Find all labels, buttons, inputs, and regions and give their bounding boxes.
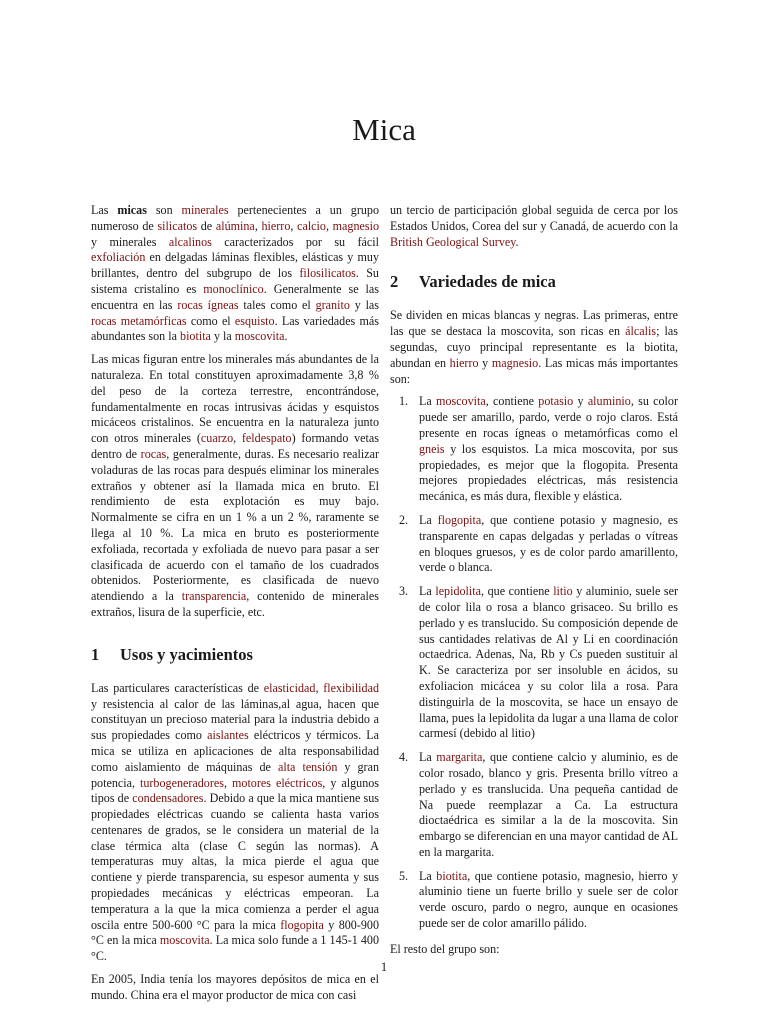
list-number: 1.	[399, 394, 409, 409]
bold-term: micas	[117, 203, 147, 217]
link-aluminio[interactable]: aluminio	[587, 394, 631, 409]
text: , y algunos tipos de	[91, 775, 379, 806]
text: Las	[91, 203, 118, 217]
text: ,	[254, 218, 262, 233]
link-magnesio-2[interactable]: magnesio	[491, 355, 539, 370]
text: eléctricos y térmicos. La mica se utiliza en aplicaciones de alta responsabilidad como aislamiento de máquinas de	[91, 728, 379, 774]
page-number: 1	[380, 960, 388, 974]
list-number: 3.	[399, 584, 409, 599]
link-alumina[interactable]: alúmina	[215, 218, 255, 233]
text: de	[197, 218, 216, 233]
link-biotita[interactable]: biotita	[180, 329, 211, 344]
text: , contenido de minerales extraños, lisura de la superficie, etc.	[91, 589, 379, 619]
section-number: 1	[91, 644, 100, 664]
text: ,	[325, 218, 333, 233]
deposits-continued-paragraph	[390, 203, 678, 250]
link-flexibilidad[interactable]: flexibilidad	[323, 680, 380, 695]
text: . La mica solo funde a 1 145-1 400 °C.	[91, 933, 379, 964]
abundance-paragraph	[91, 352, 379, 621]
list-item	[399, 584, 678, 742]
text: , generalmente, duras. Es necesario realizar voladuras de las rocas para después eliminar los minerales extraños y obtener así la llamada mica en bruto. El rendimiento de esta explotación es muy bajo. Normalmente se cifra en un 1 % a un 2 %, raramente se llega al 10 %. La mica en bruto es posteriormente exfoliada, recortada y exfoliada de nuevo para pasar a ser clasificada de acuerdo con el tamaño de los cuadrados obtenidos. Posteriormente, es clasificada de nuevo atendiendo a la	[91, 446, 379, 604]
link-potasio[interactable]: potasio	[538, 394, 574, 409]
link-litio[interactable]: litio	[553, 584, 573, 599]
link-condensadores[interactable]: condensadores	[132, 791, 204, 806]
link-british-geological-survey[interactable]: British Geological Survey	[390, 234, 516, 249]
link-aislantes[interactable]: aislantes	[207, 728, 249, 743]
text: ; las segundas, cuyo principal representante es la biotita, abundan en	[390, 324, 678, 370]
link-filosilicatos[interactable]: filosilicatos	[299, 266, 356, 281]
section-heading-usos	[91, 645, 379, 665]
link-alcalis[interactable]: álcalis	[625, 324, 657, 339]
text: y minerales	[91, 234, 169, 249]
text: Las micas figuran entre los minerales más abundantes de la naturaleza. En total constituyen aproximadamente 3,8 % del peso de la corteza terrestre, encontrándose, fundamentalmente en rocas intrusivas ácidas y esquistos micáceos cristalinos. Se encuentra en la naturaleza junto con otros minerales (	[91, 352, 379, 446]
link-hierro-2[interactable]: hierro	[449, 355, 479, 370]
right-column	[390, 203, 678, 965]
list-number: 4.	[399, 750, 409, 765]
list-item	[399, 868, 678, 932]
text: , que contiene potasio, magnesio, hierro y aluminio tiene un fuerte brillo y suele ser de color verde oscuro, pardo o negro, aunque en ocasiones puede ser de color amarillo pálido.	[419, 868, 678, 931]
link-rocas[interactable]: rocas	[140, 446, 167, 461]
text: , que contiene	[481, 584, 554, 599]
text: , que contiene potasio y magnesio, es transparente en capas delgadas y perladas o vítreas en bloques gruesos, y es de color pardo amarillento, verde o blanca.	[419, 512, 678, 575]
text: ) formando vetas dentro de	[91, 431, 379, 461]
link-cuarzo[interactable]: cuarzo	[200, 431, 234, 446]
text: . Las micas más importantes son:	[390, 355, 679, 386]
link-moscovita-2[interactable]: moscovita	[159, 933, 210, 948]
link-calcio[interactable]: calcio	[297, 218, 326, 233]
link-granito[interactable]: granito	[315, 297, 350, 312]
list-item	[399, 394, 678, 505]
text: ,	[223, 775, 232, 790]
link-silicatos[interactable]: silicatos	[157, 218, 198, 233]
left-column	[91, 203, 379, 1011]
text: La	[419, 394, 437, 409]
varieties-intro-paragraph	[390, 308, 678, 387]
text: Se dividen en micas blancas y negras. Las primeras, entre las que se destaca la moscovita, son ricas en	[390, 308, 678, 339]
link-rocas-metamorficas[interactable]: rocas metamórficas	[91, 313, 187, 328]
text: . Generalmente se las encuentra en las	[91, 281, 379, 312]
text: tales como el	[238, 297, 316, 312]
link-biotita-item[interactable]: biotita	[436, 868, 468, 883]
link-minerales[interactable]: minerales	[181, 203, 229, 217]
link-moscovita-item[interactable]: moscovita	[436, 394, 486, 409]
link-transparencia[interactable]: transparencia	[181, 589, 247, 604]
link-monoclinico[interactable]: monoclínico	[203, 281, 264, 296]
text: en delgadas láminas flexibles, elásticas y muy brillantes, dentro del subgrupo de los	[91, 250, 379, 281]
section-heading-variedades	[390, 272, 678, 292]
text: Las particulares características de	[91, 680, 264, 695]
link-hierro[interactable]: hierro	[261, 218, 291, 233]
text: y resistencia al calor de las láminas,al agua, hacen que constituyan un precioso material para la industria debido a sus propiedades como	[91, 696, 379, 743]
text: La	[419, 584, 436, 599]
varieties-list	[390, 394, 678, 932]
text: La	[419, 512, 438, 527]
text: son	[146, 203, 182, 217]
list-item	[399, 750, 679, 861]
section-title: Variedades de mica	[419, 272, 556, 292]
link-moscovita[interactable]: moscovita	[234, 329, 285, 344]
text: pertenecientes a un grupo numeroso de	[91, 203, 379, 233]
text: y los esquistos. La mica moscovita, por sus propiedades, es mejor que la flogopita. Presenta mejores propiedades eléctricas, más resistencia mecánica, es más dura, flexible y elástica.	[419, 441, 678, 504]
text: La	[419, 750, 437, 765]
section-number: 2	[390, 272, 399, 292]
page-title: Mica	[352, 112, 416, 147]
text: caracterizados por su fácil	[211, 234, 379, 249]
list-number: 2.	[399, 512, 409, 527]
link-elasticidad[interactable]: elasticidad	[263, 680, 316, 695]
link-rocas-igneas[interactable]: rocas ígneas	[177, 297, 239, 312]
text: , que contiene calcio y aluminio, es de color rosado, blanco y gris. Presenta brillo vítreo a perlado y es translucida. Una pequeña cantidad de Na puede reemplazar a Ca. La estructura dioctaédrica es similar a la de la moscovita. Sin embargo se diferencian en una mayor cantidad de AL en la margarita.	[419, 750, 679, 859]
uses-paragraph	[91, 681, 379, 965]
link-lepidolita[interactable]: lepidolita	[435, 584, 482, 599]
link-alcalinos[interactable]: alcalinos	[168, 234, 212, 249]
list-number: 5.	[399, 868, 409, 883]
text: y las	[349, 297, 379, 312]
link-margarita[interactable]: margarita	[436, 750, 483, 765]
link-motores-electricos[interactable]: motores eléctricos	[231, 775, 323, 790]
text: .	[284, 329, 288, 344]
text: y	[478, 355, 492, 370]
text: , contiene	[485, 394, 539, 409]
text: ,	[290, 218, 298, 233]
link-exfoliacion[interactable]: exfoliación	[91, 250, 146, 265]
section-title: Usos y yacimientos	[120, 644, 253, 664]
text: ,	[315, 680, 324, 695]
link-flogopita[interactable]: flogopita	[280, 917, 324, 932]
text: y gran potencia,	[91, 759, 379, 790]
deposits-paragraph: En 2005, India tenía los mayores depósitos de mica en el mundo. China era el mayor productor de mica con casi	[91, 972, 379, 1002]
text: y	[573, 394, 588, 409]
text: y 800-900 °C en la mica	[91, 917, 380, 948]
text: .	[515, 234, 519, 249]
rest-of-group-paragraph: El resto del grupo son:	[390, 941, 500, 956]
text: , su color puede ser amarillo, pardo, verde o rojo claros. Está presente en rocas ígneas o metamórficas como el	[419, 394, 678, 440]
link-magnesio[interactable]: magnesio	[332, 218, 379, 233]
list-item	[399, 512, 678, 576]
text: . Debido a que la mica mantiene sus propiedades eléctricas cuando se calienta hasta varios centenares de grados, se le considera un material de la clase térmica alta (clase C según las normas). A temperaturas muy altas, la mica pierde el agua que contiene y pierde transparencia, su espesor aumenta y sus propiedades mecánicas y eléctricas empeoran. La temperatura a la que la mica comienza a perder el agua oscila entre 500-600 °C para la mica	[91, 791, 379, 932]
link-esquisto[interactable]: esquisto	[234, 313, 275, 328]
text: . Las variedades más abundantes son la	[91, 313, 379, 344]
text: y la	[210, 329, 235, 344]
link-feldespato[interactable]: feldespato	[241, 431, 292, 446]
text: . Su sistema cristalino es	[91, 266, 379, 296]
link-alta-tension[interactable]: alta tensión	[277, 759, 338, 774]
link-gneis[interactable]: gneis	[419, 441, 445, 456]
text: un tercio de participación global seguida de cerca por los Estados Unidos, Corea del sur y Canadá, de acuerdo con la	[390, 203, 678, 233]
text: y aluminio, suele ser de color lila o rosa a blanco grisaceo. Su brillo es perlado y es translucido. Su composición depende de sus cantidades relativas de Al y Li en coordinación octaedrica. Adenas, Na, Rb y Cs pueden sustituir al K. Se caracteriza por ser insoluble en ácidos, su exfoliacion micácea y su color lila a rosa. Para distinguirla de la moscovita, se hace un ensayo de llama, pues la lepidolita da lugar a una llama de color carmesí (debido al litio)	[419, 584, 678, 741]
text: La	[419, 868, 437, 883]
text: ,	[233, 431, 242, 446]
text: como el	[186, 313, 235, 328]
intro-paragraph	[91, 203, 379, 345]
link-turbogeneradores[interactable]: turbogeneradores	[140, 775, 224, 790]
link-flogopita-item[interactable]: flogopita	[437, 512, 482, 527]
